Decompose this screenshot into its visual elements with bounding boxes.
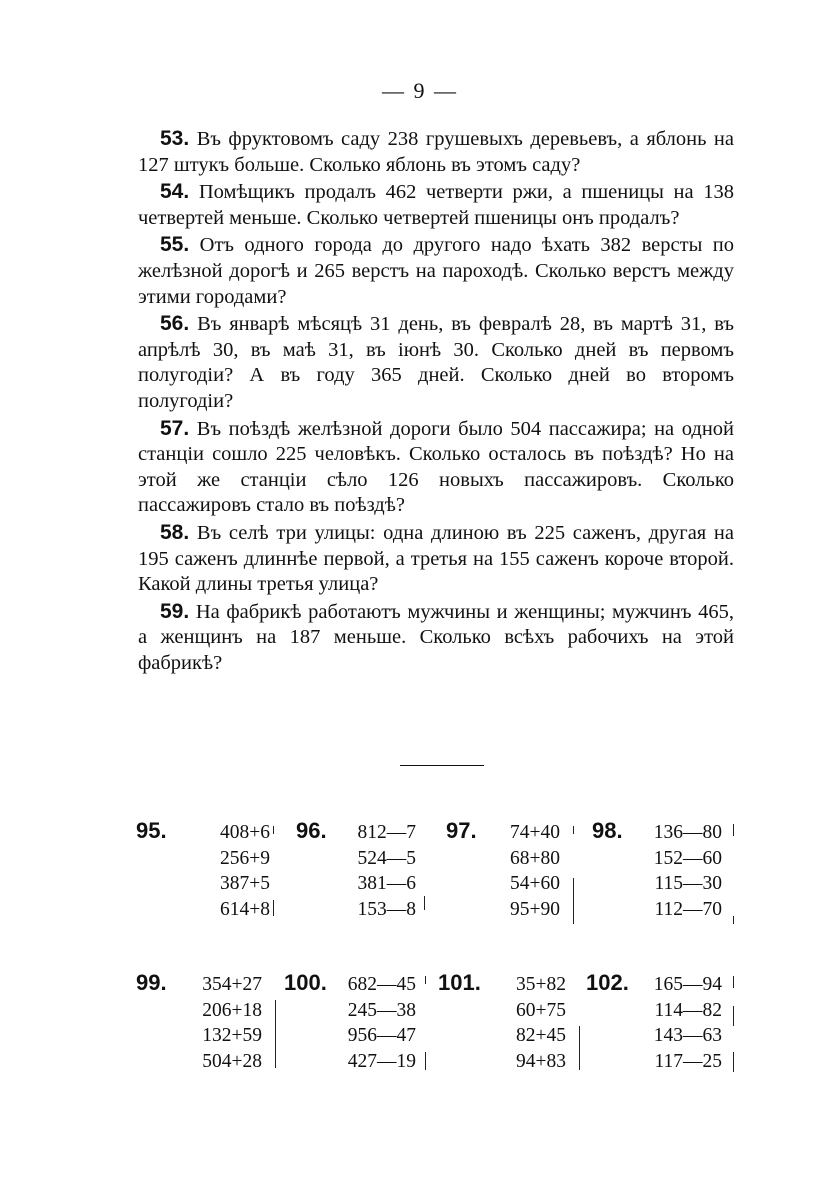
column-bar: [733, 824, 734, 836]
problem-58: [138, 520, 734, 598]
column-bar: [573, 878, 574, 924]
column-bar: [733, 1052, 734, 1072]
problem-53: [138, 126, 734, 178]
exercise-item: 82+45: [516, 1025, 566, 1046]
problem-text: Въ поѣздѣ желѣзной дороги было 504 пассажира; на одной станціи сошло 225 человѣкъ. Сколько осталось въ поѣздѣ? Но на этой же станціи сѣло 126 новыхъ пассажировъ. Сколько пассажировъ стало въ поѣздѣ?: [138, 417, 735, 517]
problem-59: [138, 599, 734, 677]
exercise-item: 381—6: [357, 873, 416, 894]
column-bar: [273, 826, 274, 834]
exercise-number: 99.: [136, 970, 167, 995]
exercise-item: 112—70: [654, 898, 722, 920]
problem-number: 57.: [160, 416, 190, 440]
column-bar: [424, 896, 425, 910]
exercise-item: 132+59: [202, 1025, 262, 1046]
exercise-number: 98.: [592, 818, 623, 843]
exercise-item: 256+9: [220, 847, 270, 869]
exercise-number: 95.: [136, 818, 167, 843]
column-bar: [425, 1052, 426, 1070]
exercise-item: 115—30: [654, 873, 722, 894]
exercise-item: 94+83: [516, 1050, 566, 1072]
column-bar: [733, 976, 734, 988]
exercise-number: 101.: [438, 970, 481, 995]
exercise-item: 117—25: [654, 1050, 722, 1072]
problem-number: 54.: [160, 180, 190, 204]
exercise-item: 114—82: [654, 999, 722, 1021]
exercise-number: 97.: [446, 818, 477, 843]
exercise-item: 35+82: [516, 974, 566, 995]
exercise-item: 504+28: [202, 1050, 262, 1072]
column-bar: [733, 916, 734, 924]
problem-text: Въ фруктовомъ саду 238 грушевыхъ деревьевъ, а яблонь на 127 штукъ больше. Сколько яблонь въ этомъ саду?: [138, 128, 735, 176]
exercise-item: 60+75: [516, 999, 566, 1021]
column-bar: [425, 976, 426, 984]
problem-number: 56.: [160, 312, 190, 336]
column-bar: [273, 900, 274, 916]
exercise-item: 682—45: [347, 974, 416, 995]
exercise-item: 408+6: [220, 822, 270, 843]
exercise-number: 100.: [284, 970, 327, 995]
exercise-item: 165—94: [653, 974, 722, 995]
column-bar: [579, 1026, 580, 1070]
exercise-item: 956—47: [347, 1025, 416, 1046]
exercise-item: 153—8: [357, 898, 416, 920]
column-bar: [573, 826, 574, 834]
problem-54: [138, 179, 734, 231]
exercise-number: 102.: [586, 970, 629, 995]
exercise-item: 95+90: [510, 898, 560, 920]
problem-number: 53.: [160, 127, 190, 150]
problem-text: Въ январѣ мѣсяцѣ 31 день, въ февралѣ 28, въ мартѣ 31, въ апрѣлѣ 30, въ маѣ 31, въ іюнѣ 30. Сколько дней въ первомъ полугодіи? А въ году 365 дней. Сколько дней во второмъ полугодіи?: [138, 313, 735, 412]
problem-56: [138, 311, 734, 414]
exercise-item: 206+18: [202, 999, 262, 1021]
column-bar: [275, 1000, 276, 1068]
problem-list: [138, 126, 734, 677]
problem-number: 59.: [160, 599, 190, 623]
problem-number: 55.: [160, 233, 190, 257]
exercise-item: 74+40: [510, 822, 560, 843]
exercise-item: 54+60: [510, 873, 560, 894]
problem-text: Отъ одного города до другого надо ѣхать 382 версты по желѣзной дорогѣ и 265 верстъ на пароходѣ. Сколько верстъ между этими городами?: [138, 234, 734, 308]
exercise-item: 812—7: [357, 822, 416, 843]
exercise-item: 245—38: [347, 999, 416, 1021]
exercise-item: 68+80: [510, 847, 560, 869]
problem-57: [138, 416, 734, 519]
exercise-item: 136—80: [653, 822, 722, 843]
exercise-item: 427—19: [347, 1050, 416, 1072]
problem-text: На фабрикѣ работаютъ мужчины и женщины; мужчинъ 465, а женщинъ на 187 меньше. Сколько всѣхъ рабочихъ на этой фабрикѣ?: [138, 600, 734, 674]
column-bar: [733, 1006, 734, 1026]
problem-text: Помѣщикъ продалъ 462 четверти ржи, а пшеницы на 138 четвертей меньше. Сколько четвертей пшеницы онъ продалъ?: [138, 181, 734, 229]
problem-text: Въ селѣ три улицы: одна длиною въ 225 саженъ, другая на 195 саженъ длиннѣе первой, а третья на 155 саженъ короче второй. Какой длины третья улица?: [138, 521, 735, 596]
exercise-item: 387+5: [220, 873, 270, 894]
problem-number: 58.: [160, 520, 190, 544]
problem-55: [138, 232, 734, 310]
exercise-item: 614+8: [220, 898, 270, 920]
exercise-item: 524—5: [357, 847, 416, 869]
exercise-item: 143—63: [653, 1025, 722, 1046]
exercise-number: 96.: [296, 818, 327, 843]
exercise-item: 152—60: [653, 847, 722, 869]
exercise-item: 354+27: [202, 974, 262, 995]
page-number: — 9 —: [382, 78, 458, 103]
section-divider: [400, 765, 484, 766]
